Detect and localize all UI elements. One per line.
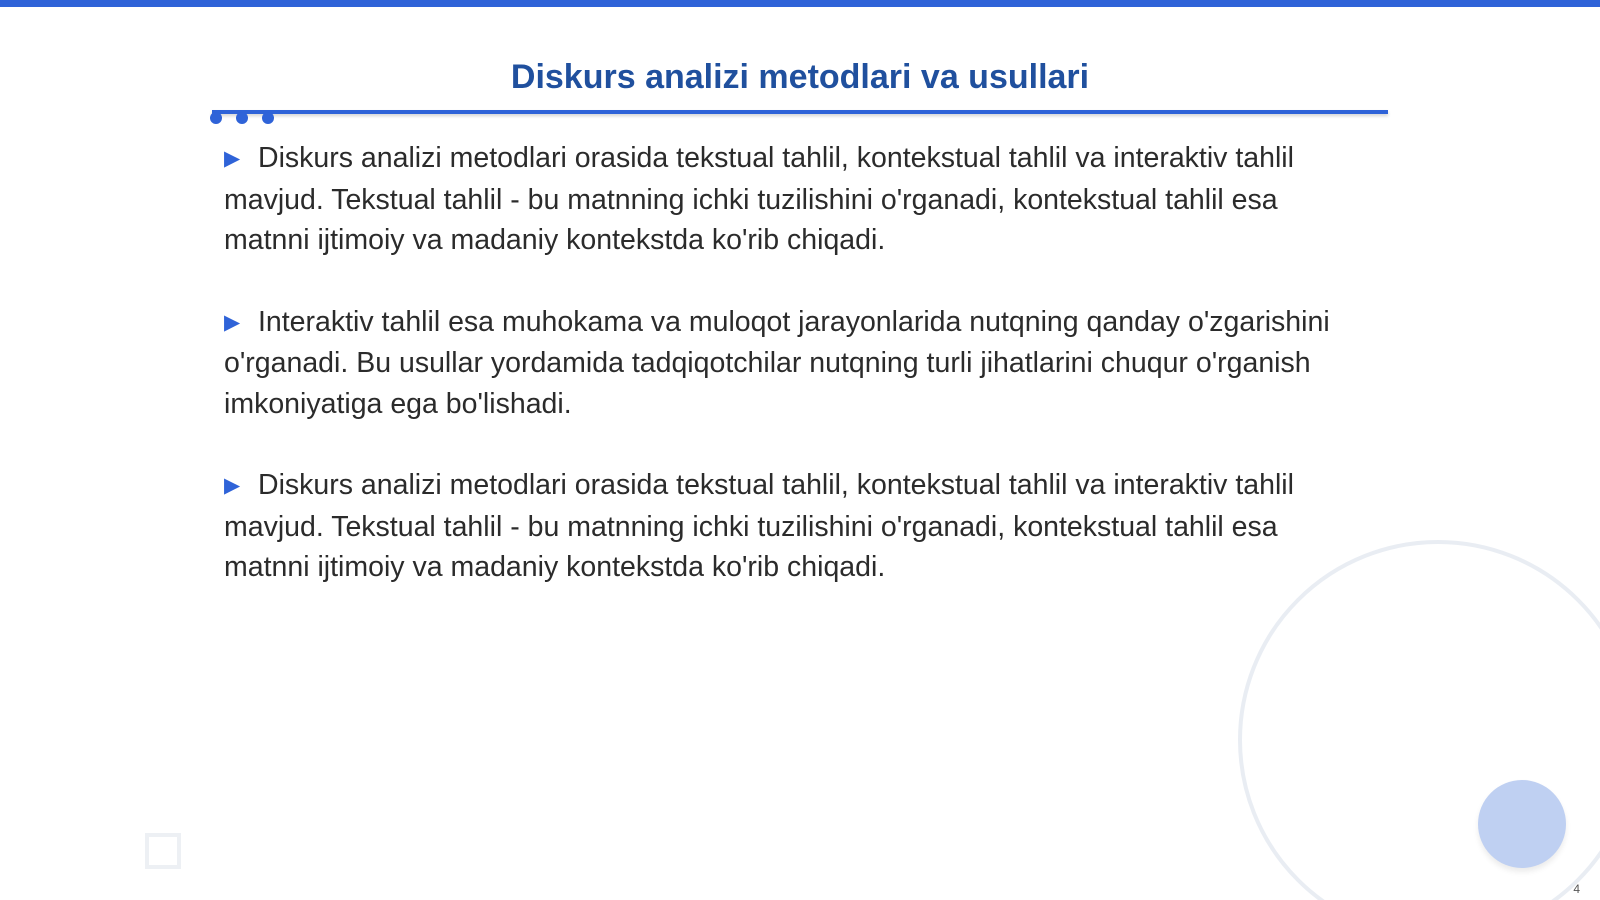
bullet-text: Diskurs analizi metodlari orasida tekstual tahlil, kontekstual tahlil va interaktiv tahlil mavjud. Tekstual tahlil - bu matnning ichki tuzilishini o'rganadi, kontekstual tahlil esa matnni ijtimoiy va madaniy kontekstda ko'rib chiqadi. — [224, 469, 1294, 583]
bullet-text: Diskurs analizi metodlari orasida tekstual tahlil, kontekstual tahlil va interaktiv tahlil mavjud. Tekstual tahlil - bu matnning ichki tuzilishini o'rganadi, kontekstual tahlil esa matnni ijtimoiy va madaniy kontekstda ko'rib chiqadi. — [224, 142, 1294, 256]
triangle-right-icon: ▶ — [224, 147, 241, 170]
triangle-right-icon: ▶ — [224, 474, 241, 497]
bullet-paragraph — [224, 465, 1354, 588]
top-accent-bar — [0, 0, 1600, 7]
triangle-right-icon: ▶ — [224, 310, 241, 334]
title-underline — [212, 110, 1388, 114]
underline-dot — [236, 112, 248, 124]
underline-dot — [262, 112, 274, 124]
bullet-text: Interaktiv tahlil esa muhokama va muloqot jarayonlarida nutqning qanday o'zgarishini o'rganadi. Bu usullar yordamida tadqiqotchilar nutqning turli jihatlarini chuqur o'rganish imkoniyatiga ega bo'lishadi. — [224, 305, 1330, 420]
decorative-square — [145, 833, 181, 869]
slide-title: Diskurs analizi metodlari va usullari — [510, 58, 1090, 96]
underline-dot — [210, 112, 222, 124]
bullet-paragraph — [224, 302, 1354, 425]
bullet-list — [224, 138, 1354, 629]
page-number: 4 — [1573, 882, 1580, 896]
decorative-disc — [1478, 780, 1566, 868]
bullet-paragraph — [224, 138, 1354, 261]
